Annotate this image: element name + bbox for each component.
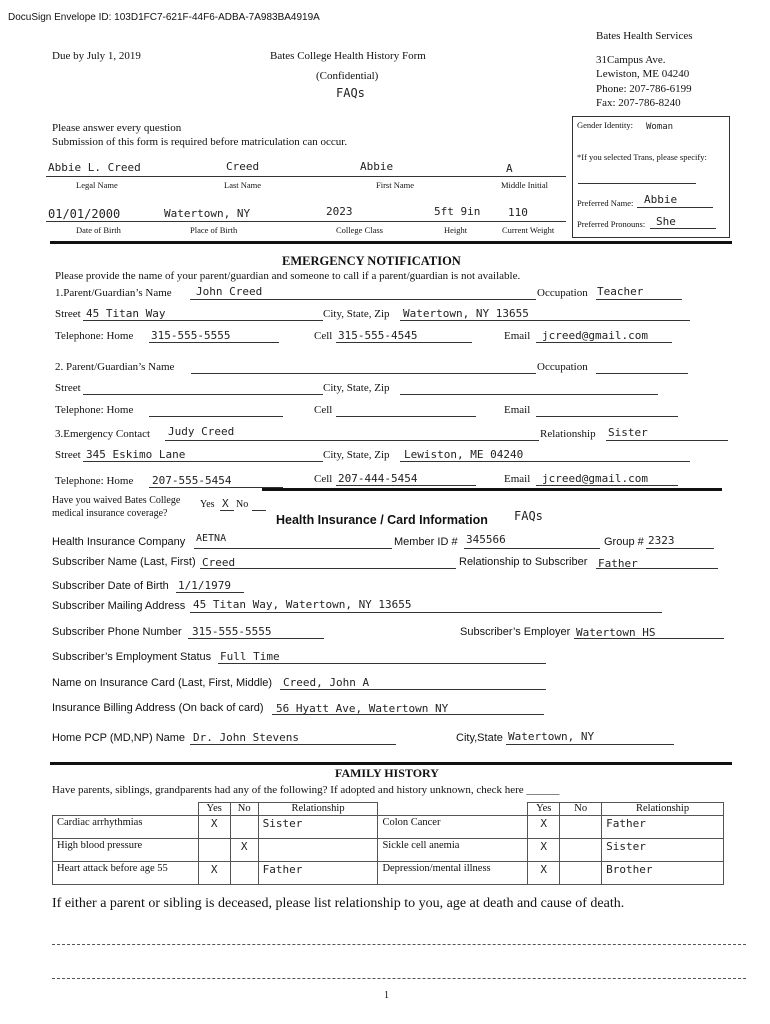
pronouns-value[interactable]: She <box>656 215 676 228</box>
condition-cell: Colon Cancer <box>378 816 528 839</box>
ec-city-label: City, State, Zip <box>323 449 390 461</box>
p2-cell-field[interactable] <box>336 416 476 417</box>
p2-email-label: Email <box>504 404 531 416</box>
dob-value[interactable]: 01/01/2000 <box>48 207 121 221</box>
due-date: Due by July 1, 2019 <box>52 50 141 62</box>
waived-no-label: No <box>236 499 249 510</box>
p2-street-field[interactable] <box>83 394 323 395</box>
yes-cell[interactable]: X <box>528 816 560 839</box>
confidential-label: (Confidential) <box>316 70 379 82</box>
no-cell[interactable] <box>230 862 258 885</box>
preferred-name-value[interactable]: Abbie <box>644 193 678 206</box>
employer-label: Subscriber’s Employer <box>460 626 571 638</box>
condition-cell: Heart attack before age 55 <box>53 862 199 885</box>
pcp-value[interactable]: Dr. John Stevens <box>193 731 299 744</box>
p2-city-field[interactable] <box>400 394 658 395</box>
legal-name-label: Legal Name <box>76 180 118 190</box>
sub-dob-label: Subscriber Date of Birth <box>52 580 169 592</box>
first-name-label: First Name <box>376 180 415 190</box>
org-name: Bates Health Services <box>596 30 693 42</box>
middle-initial-label: Middle Initial <box>501 180 548 190</box>
pob-label: Place of Birth <box>190 225 238 235</box>
header-no-right: No <box>560 803 602 816</box>
page-number: 1 <box>384 990 389 1001</box>
header-yes-right: Yes <box>528 803 560 816</box>
employer-value[interactable]: Watertown HS <box>576 626 656 639</box>
waived-no-field[interactable] <box>252 510 266 511</box>
ec-city-value[interactable]: Lewiston, ME 04240 <box>404 448 524 461</box>
table-row <box>53 816 724 839</box>
name-row-line <box>46 176 566 177</box>
citystate-label: City,State <box>456 732 503 744</box>
no-cell[interactable] <box>230 816 258 839</box>
header-no-left: No <box>230 803 258 816</box>
sub-phone-label: Subscriber Phone Number <box>52 626 182 638</box>
class-label: College Class <box>336 225 383 235</box>
p1-email-label: Email <box>504 330 531 342</box>
ec-home-value[interactable]: 207-555-5454 <box>152 474 232 487</box>
p1-name-label: 1.Parent/Guardian’s Name <box>55 287 172 299</box>
org-address-1: 31Campus Ave. <box>596 54 666 66</box>
insurance-faqs-link[interactable]: FAQs <box>514 509 543 523</box>
relationship-value[interactable]: Father <box>598 557 638 570</box>
org-fax: Fax: 207-786-8240 <box>596 97 681 109</box>
no-cell[interactable] <box>560 862 602 885</box>
ec-name-value[interactable]: Judy Creed <box>168 425 235 438</box>
mailing-value[interactable]: 45 Titan Way, Watertown, NY 13655 <box>193 598 412 611</box>
p2-occupation-field[interactable] <box>596 373 688 374</box>
waived-question-1: Have you waived Bates College <box>52 495 181 506</box>
condition-cell: Depression/mental illness <box>378 862 528 885</box>
faqs-link[interactable]: FAQs <box>336 86 365 100</box>
p2-street-label: Street <box>55 382 81 394</box>
card-name-value[interactable]: Creed, John A <box>283 676 370 689</box>
no-cell[interactable] <box>560 839 602 862</box>
condition-cell: Cardiac arrhythmias <box>53 816 199 839</box>
form-title: Bates College Health History Form <box>270 50 426 62</box>
weight-value[interactable]: 110 <box>508 206 528 219</box>
sub-dob-value[interactable]: 1/1/1979 <box>178 579 231 592</box>
yes-cell[interactable]: X <box>528 839 560 862</box>
p2-city-label: City, State, Zip <box>323 382 390 394</box>
ec-email-label: Email <box>504 473 531 485</box>
ec-cell-label: Cell <box>314 473 333 485</box>
waived-yes-mark[interactable]: X <box>222 497 229 510</box>
yes-cell[interactable] <box>198 839 230 862</box>
relationship-cell[interactable] <box>258 839 378 862</box>
preferred-name-label: Preferred Name: <box>577 198 634 208</box>
table-row <box>53 839 724 862</box>
yes-cell[interactable]: X <box>198 862 230 885</box>
p1-city-value[interactable]: Watertown, NY 13655 <box>403 307 529 320</box>
ec-relationship-label: Relationship <box>540 428 596 440</box>
header-rel-left: Relationship <box>258 803 378 816</box>
org-address-2: Lewiston, ME 04240 <box>596 68 690 80</box>
gender-label: Gender Identity: <box>577 120 633 130</box>
billing-label: Insurance Billing Address (On back of card) <box>52 702 264 714</box>
header-yes-left: Yes <box>198 803 230 816</box>
p1-email-value[interactable]: jcreed@gmail.com <box>542 329 648 342</box>
citystate-value[interactable]: Watertown, NY <box>508 730 595 743</box>
member-value[interactable]: 345566 <box>466 533 506 546</box>
billing-value[interactable]: 56 Hyatt Ave, Watertown NY <box>276 702 449 715</box>
family-history-table <box>52 802 724 885</box>
ec-street-label: Street <box>55 449 81 461</box>
company-value[interactable]: AETNA <box>196 533 227 544</box>
p2-occupation-label: Occupation <box>537 361 588 373</box>
trans-note: *If you selected Trans, please specify: <box>577 152 707 162</box>
dob-row-line <box>46 221 566 222</box>
birthplace-value[interactable]: Watertown, NY <box>164 207 251 220</box>
table-row <box>53 862 724 885</box>
relationship-cell[interactable]: Sister <box>602 839 724 862</box>
insurance-title: Health Insurance / Card Information <box>276 513 488 527</box>
height-value[interactable]: 5ft 9in <box>434 205 481 218</box>
ec-street-value[interactable]: 345 Eskimo Lane <box>86 448 186 461</box>
middle-initial-value[interactable]: A <box>506 162 513 175</box>
ec-relationship-value[interactable]: Sister <box>608 426 648 439</box>
p1-street-value[interactable]: 45 Titan Way <box>86 307 166 320</box>
trans-specify-line[interactable] <box>578 183 696 184</box>
no-cell[interactable] <box>560 816 602 839</box>
ec-email-value[interactable]: jcreed@gmail.com <box>542 472 648 485</box>
deceased-line-2[interactable] <box>52 978 746 979</box>
org-phone: Phone: 207-786-6199 <box>596 83 692 95</box>
ec-cell-value[interactable]: 207-444-5454 <box>338 472 418 485</box>
condition-cell: Sickle cell anemia <box>378 839 528 862</box>
height-label: Height <box>444 225 468 235</box>
weight-label: Current Weight <box>502 225 555 235</box>
gender-value[interactable]: Woman <box>646 122 674 132</box>
header-rel-right: Relationship <box>602 803 724 816</box>
p1-cell-label: Cell <box>314 330 333 342</box>
waived-yes-label: Yes <box>200 499 215 510</box>
dob-label: Date of Birth <box>76 225 121 235</box>
relationship-cell[interactable]: Brother <box>602 862 724 885</box>
class-value[interactable]: 2023 <box>326 205 353 218</box>
p1-street-label: Street <box>55 308 81 320</box>
pcp-label: Home PCP (MD,NP) Name <box>52 732 186 744</box>
p1-home-label: Telephone: Home <box>55 330 134 342</box>
first-name-value[interactable]: Abbie <box>360 160 394 173</box>
emp-status-label: Subscriber’s Employment Status <box>52 651 212 663</box>
last-name-value[interactable]: Creed <box>226 160 260 173</box>
p2-name-field[interactable] <box>191 373 536 374</box>
card-name-label: Name on Insurance Card (Last, First, Middle) <box>52 677 273 689</box>
p1-occupation-label: Occupation <box>537 287 588 299</box>
yes-cell[interactable]: X <box>198 816 230 839</box>
subscriber-value[interactable]: Creed <box>202 556 236 569</box>
p2-email-field[interactable] <box>536 416 678 417</box>
deceased-line-1[interactable] <box>52 944 746 945</box>
condition-cell: High blood pressure <box>53 839 199 862</box>
mailing-label: Subscriber Mailing Address <box>52 600 186 612</box>
family-header-row <box>53 803 724 816</box>
p1-city-label: City, State, Zip <box>323 308 390 320</box>
yes-cell[interactable]: X <box>528 862 560 885</box>
relationship-cell[interactable]: Father <box>602 816 724 839</box>
pronouns-label: Preferred Pronouns: <box>577 219 646 229</box>
emergency-intro: Please provide the name of your parent/guardian and someone to call if a parent/guardian is not available. <box>55 270 521 282</box>
relationship-cell[interactable]: Father <box>258 862 378 885</box>
group-value[interactable]: 2323 <box>648 534 675 547</box>
p1-name-value[interactable]: John Creed <box>196 285 263 298</box>
p2-home-field[interactable] <box>149 416 283 417</box>
waived-question-2: medical insurance coverage? <box>52 508 168 519</box>
ec-home-label: Telephone: Home <box>55 475 134 487</box>
group-label: Group # <box>604 536 644 548</box>
p1-occupation-value[interactable]: Teacher <box>597 285 644 298</box>
p1-cell-value[interactable]: 315-555-4545 <box>338 329 418 342</box>
emergency-title: EMERGENCY NOTIFICATION <box>282 254 461 268</box>
subscriber-label: Subscriber Name (Last, First) <box>52 556 196 568</box>
ec-label: 3.Emergency Contact <box>55 428 151 440</box>
emp-status-value[interactable]: Full Time <box>220 650 280 663</box>
insurance-divider <box>262 488 722 491</box>
company-label: Health Insurance Company <box>52 536 186 548</box>
relationship-cell[interactable]: Sister <box>258 816 378 839</box>
family-title: FAMILY HISTORY <box>335 766 439 780</box>
p2-home-label: Telephone: Home <box>55 404 134 416</box>
last-name-label: Last Name <box>224 180 262 190</box>
family-intro: Have parents, siblings, grandparents had any of the following? If adopted and history unknown, check here ______ <box>52 784 560 796</box>
deceased-note: If either a parent or sibling is deceased, please list relationship to you, age at death and cause of death. <box>52 896 625 911</box>
sub-phone-value[interactable]: 315-555-5555 <box>192 625 272 638</box>
envelope-id: DocuSign Envelope ID: 103D1FC7-621F-44F6-ADBA-7A983BA4919A <box>8 12 320 23</box>
legal-name-value[interactable]: Abbie L. Creed <box>48 161 141 174</box>
instruction-1: Please answer every question <box>52 122 182 134</box>
p2-cell-label: Cell <box>314 404 333 416</box>
instruction-2: Submission of this form is required before matriculation can occur. <box>52 136 348 148</box>
section-divider <box>50 241 732 244</box>
no-cell[interactable]: X <box>230 839 258 862</box>
family-divider <box>50 762 732 765</box>
relationship-label: Relationship to Subscriber <box>459 556 588 568</box>
p2-name-label: 2. Parent/Guardian’s Name <box>55 361 175 373</box>
member-label: Member ID # <box>394 536 458 548</box>
p1-home-value[interactable]: 315-555-5555 <box>151 329 231 342</box>
